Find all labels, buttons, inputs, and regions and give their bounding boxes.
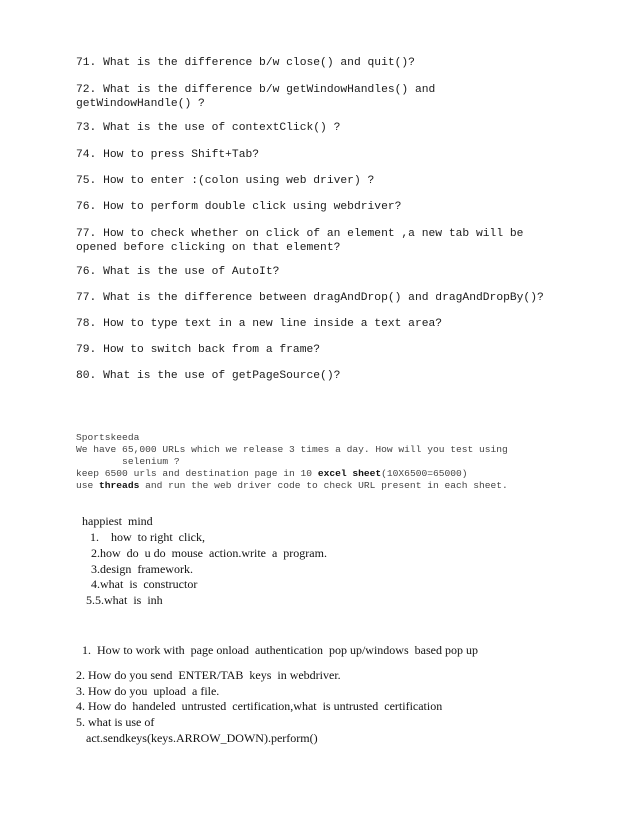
question-75: 75. How to enter :(colon using web driver) ? <box>76 175 375 187</box>
last-item-4: 4. How do handeled untrusted certification,what is untrusted certification <box>76 699 443 713</box>
question-80: 80. What is the use of getPageSource()? <box>76 370 341 382</box>
last-item-3: 3. How do you upload a file. <box>76 684 220 698</box>
happiest-mind-item-4: 4.what is constructor <box>91 577 198 591</box>
question-74: 74. How to press Shift+Tab? <box>76 149 260 161</box>
question-77: 77. How to check whether on click of an element ,a new tab will be opened before clicking on that element? <box>76 228 524 254</box>
question-72: 72. What is the difference b/w getWindowHandles() and getWindowHandle() ? <box>76 84 436 110</box>
sportskeeda-question-line1: We have 65,000 URLs which we release 3 times a day. How will you test using <box>76 444 508 455</box>
last-item-2: 2. How do you send ENTER/TAB keys in webdriver. <box>76 668 341 682</box>
question-79: 79. How to switch back from a frame? <box>76 344 321 356</box>
happiest-mind-title: happiest mind <box>82 514 153 528</box>
happiest-mind-item-1: 1. how to right click, <box>90 530 205 544</box>
question-73: 73. What is the use of contextClick() ? <box>76 122 341 134</box>
sportskeeda-company: Sportskeeda <box>76 432 140 443</box>
last-item-5: 5. what is use of <box>76 715 155 729</box>
last-item-1: 1. How to work with page onload authentication pop up/windows based pop up <box>82 643 478 657</box>
last-item-5-code: act.sendkeys(keys.ARROW_DOWN).perform() <box>86 731 318 745</box>
question-77-drag: 77. What is the difference between dragAndDrop() and dragAndDropBy()? <box>76 292 544 304</box>
sportskeeda-answer-line1: keep 6500 urls and destination page in 10 excel sheet(10X6500=65000) <box>76 468 468 479</box>
question-76-autoit: 76. What is the use of AutoIt? <box>76 266 280 278</box>
sportskeeda-question-line2: selenium ? <box>76 456 180 467</box>
question-71: 71. What is the difference b/w close() and quit()? <box>76 57 415 69</box>
sportskeeda-answer-line2: use threads and run the web driver code to check URL present in each sheet. <box>76 480 508 491</box>
question-76: 76. How to perform double click using webdriver? <box>76 201 402 213</box>
happiest-mind-item-2: 2.how do u do mouse action.write a program. <box>91 546 327 560</box>
happiest-mind-item-3: 3.design framework. <box>91 562 193 576</box>
sportskeeda-section <box>76 432 508 492</box>
question-78: 78. How to type text in a new line inside a text area? <box>76 318 443 330</box>
happiest-mind-item-5: 5.5.what is inh <box>86 593 163 607</box>
